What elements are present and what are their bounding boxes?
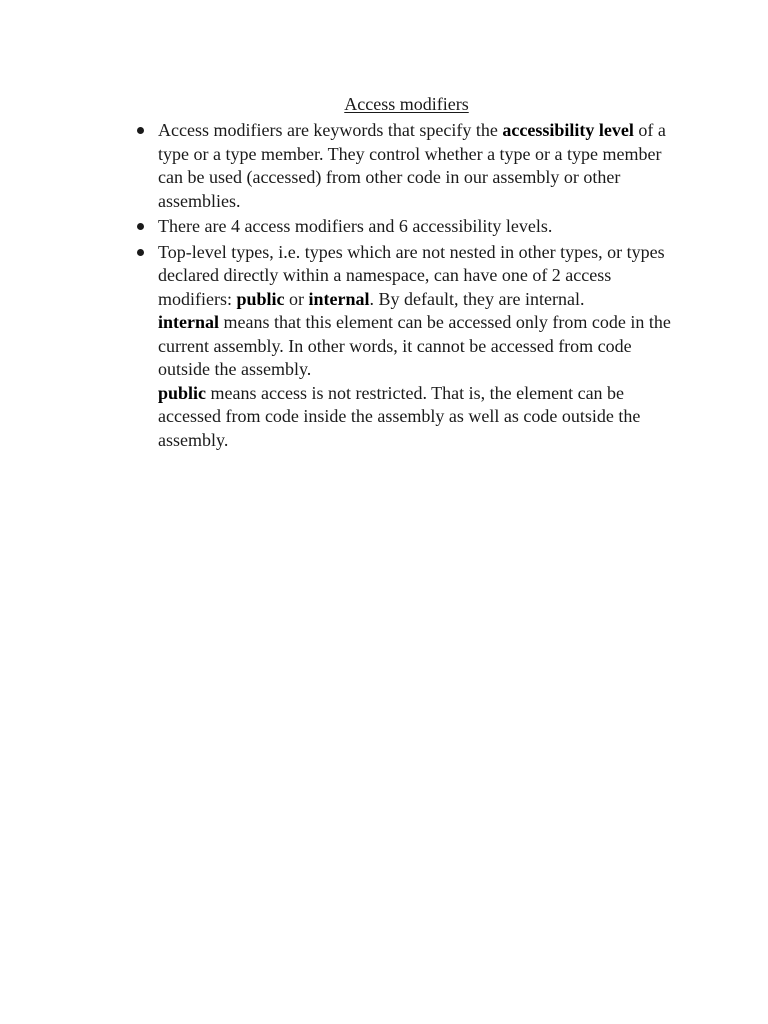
bullet-text: There are 4 access modifiers and 6 accessibility levels. — [158, 216, 553, 236]
page-title: Access modifiers — [344, 94, 469, 114]
bullet-text — [158, 119, 688, 213]
bullet-icon — [137, 249, 144, 256]
text-segment: means that this element can be accessed only from code in the current assembly. In other words, it cannot be accessed from code outside the assembly. — [158, 312, 671, 379]
bold-term-accessibility-level: accessibility level — [502, 120, 634, 140]
list-item-accessibility-level — [158, 119, 688, 213]
text-segment: Access modifiers are keywords that specify the — [158, 120, 503, 140]
bold-term-internal: internal — [308, 288, 370, 309]
bold-term-public: public — [236, 288, 285, 309]
bold-term-internal: internal — [158, 312, 219, 332]
paragraph-public — [158, 382, 688, 453]
list-item-counts — [158, 215, 688, 239]
bold-term-public: public — [158, 382, 207, 403]
text-segment: Top-level types, i.e. types which are not nested in other types, or types declared directly within a namespace, can have one of 2 access modifiers: — [158, 241, 665, 309]
paragraph-top-level — [158, 241, 688, 312]
text-segment: . By default, they are internal. — [369, 288, 585, 309]
text-segment: or — [284, 288, 309, 309]
bullet-text — [158, 241, 688, 453]
bullet-icon — [137, 127, 144, 134]
bullet-icon — [137, 223, 144, 230]
list-item-top-level-types — [158, 241, 688, 453]
paragraph-internal — [158, 311, 688, 382]
text-segment: of a type or a type member. They control whether a type or a type member can be used (accessed) from other code in our assembly or other assemblies. — [158, 120, 666, 211]
bullet-list — [158, 119, 688, 454]
text-segment: means access is not restricted. That is, the element can be accessed from code inside the assembly as well as code outside the assembly. — [158, 382, 641, 450]
